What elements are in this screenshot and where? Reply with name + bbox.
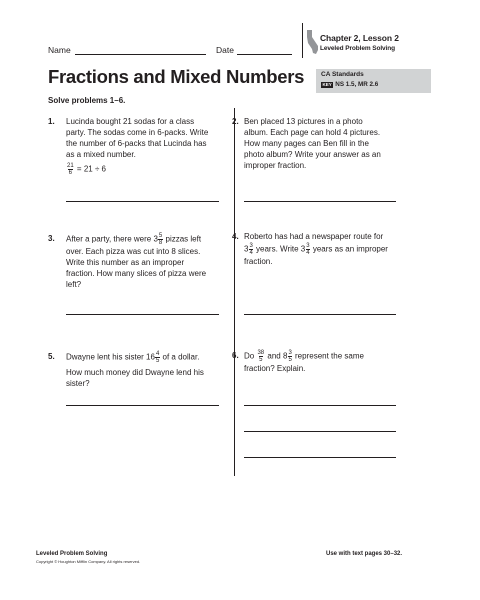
footer-pages: Use with text pages 30–32. (326, 551, 403, 557)
answer-line-6b[interactable] (244, 431, 396, 432)
fraction: $\frac{38}{5}$ (257, 350, 265, 363)
problem-number: 5. (48, 352, 55, 361)
answer-line-3[interactable] (66, 314, 219, 315)
key-badge: KEY (322, 81, 332, 87)
chapter-subtitle: Leveled Problem Solving (320, 45, 395, 52)
fraction: $\frac{5}{8}$ (158, 233, 163, 246)
problem-text-line: How much money did Dwayne lend his (66, 368, 204, 377)
fraction: $\frac{21}{6}$ (67, 163, 74, 176)
problem-text-line: fraction. (244, 257, 273, 266)
problem-number: 3. (48, 234, 55, 243)
answer-line-4[interactable] (244, 314, 396, 315)
problem-text-line: fraction? Explain. (244, 364, 306, 373)
problem-text-line: Write this number as an improper (66, 258, 185, 267)
standards-box (316, 69, 431, 93)
problem-text-line: How many pages can Ben fill in the (244, 139, 369, 148)
chapter-title: Chapter 2, Lesson 2 (320, 33, 399, 43)
problem-text-line: improper fraction. (244, 161, 307, 170)
problem-text-line: as a mixed number. (66, 150, 136, 159)
answer-line-2[interactable] (244, 201, 396, 202)
problem-text-line: Roberto has had a newspaper route for (244, 232, 384, 241)
problem-text-line: Lucinda bought 21 sodas for a class (66, 117, 195, 126)
problem-number: 4. (232, 232, 239, 241)
equation: $\frac{21}{6}$ = 21 ÷ 6 (67, 163, 106, 176)
standards-title: CA Standards (321, 71, 364, 78)
footer-title: Leveled Problem Solving (36, 551, 108, 557)
date-label: Date (216, 45, 234, 55)
fraction: $\frac{4}{5}$ (155, 351, 160, 364)
standards-codes: NS 1.5, MR 2.6 (335, 81, 379, 88)
california-map-icon (306, 29, 320, 55)
answer-line-1[interactable] (66, 201, 219, 202)
page-title: Fractions and Mixed Numbers (48, 66, 305, 87)
standards-row (321, 81, 378, 88)
name-label: Name (48, 45, 71, 55)
problem-text-line: sister? (66, 379, 90, 388)
problem-text-line: fraction. How many slices of pizza were (66, 269, 207, 278)
problem-text-line: the number of 6-packs that Lucinda has (66, 139, 207, 148)
fraction: $\frac{3}{4}$ (249, 243, 253, 256)
answer-line-6c[interactable] (244, 457, 396, 458)
problem-text-line: photo album? Write your answer as an (244, 150, 381, 159)
chapter-divider (302, 23, 303, 58)
problem-number: 2. (232, 117, 239, 126)
problem-text-line: album. Each page can hold 4 pictures. (244, 128, 381, 137)
problem-text-line: party. The sodas come in 6-packs. Write (66, 128, 209, 137)
column-divider (234, 108, 235, 476)
problem-text-line: Ben placed 13 pictures in a photo (244, 117, 363, 126)
problem-number: 6. (232, 351, 239, 360)
answer-line-6a[interactable] (244, 405, 396, 406)
fraction: $\frac{3}{4}$ (306, 243, 310, 256)
instructions: Solve problems 1–6. (48, 96, 126, 105)
problem-text-line: over. Each pizza was cut into 8 slices. (66, 247, 201, 256)
problem-number: 1. (48, 117, 55, 126)
answer-line-5[interactable] (66, 405, 219, 406)
name-field[interactable] (75, 54, 206, 55)
date-field[interactable] (237, 54, 292, 55)
problem-text-line: left? (66, 280, 82, 289)
fraction: $\frac{3}{5}$ (288, 350, 292, 363)
footer-copyright: Copyright © Houghton Mifflin Company. All rights reserved. (36, 559, 141, 564)
